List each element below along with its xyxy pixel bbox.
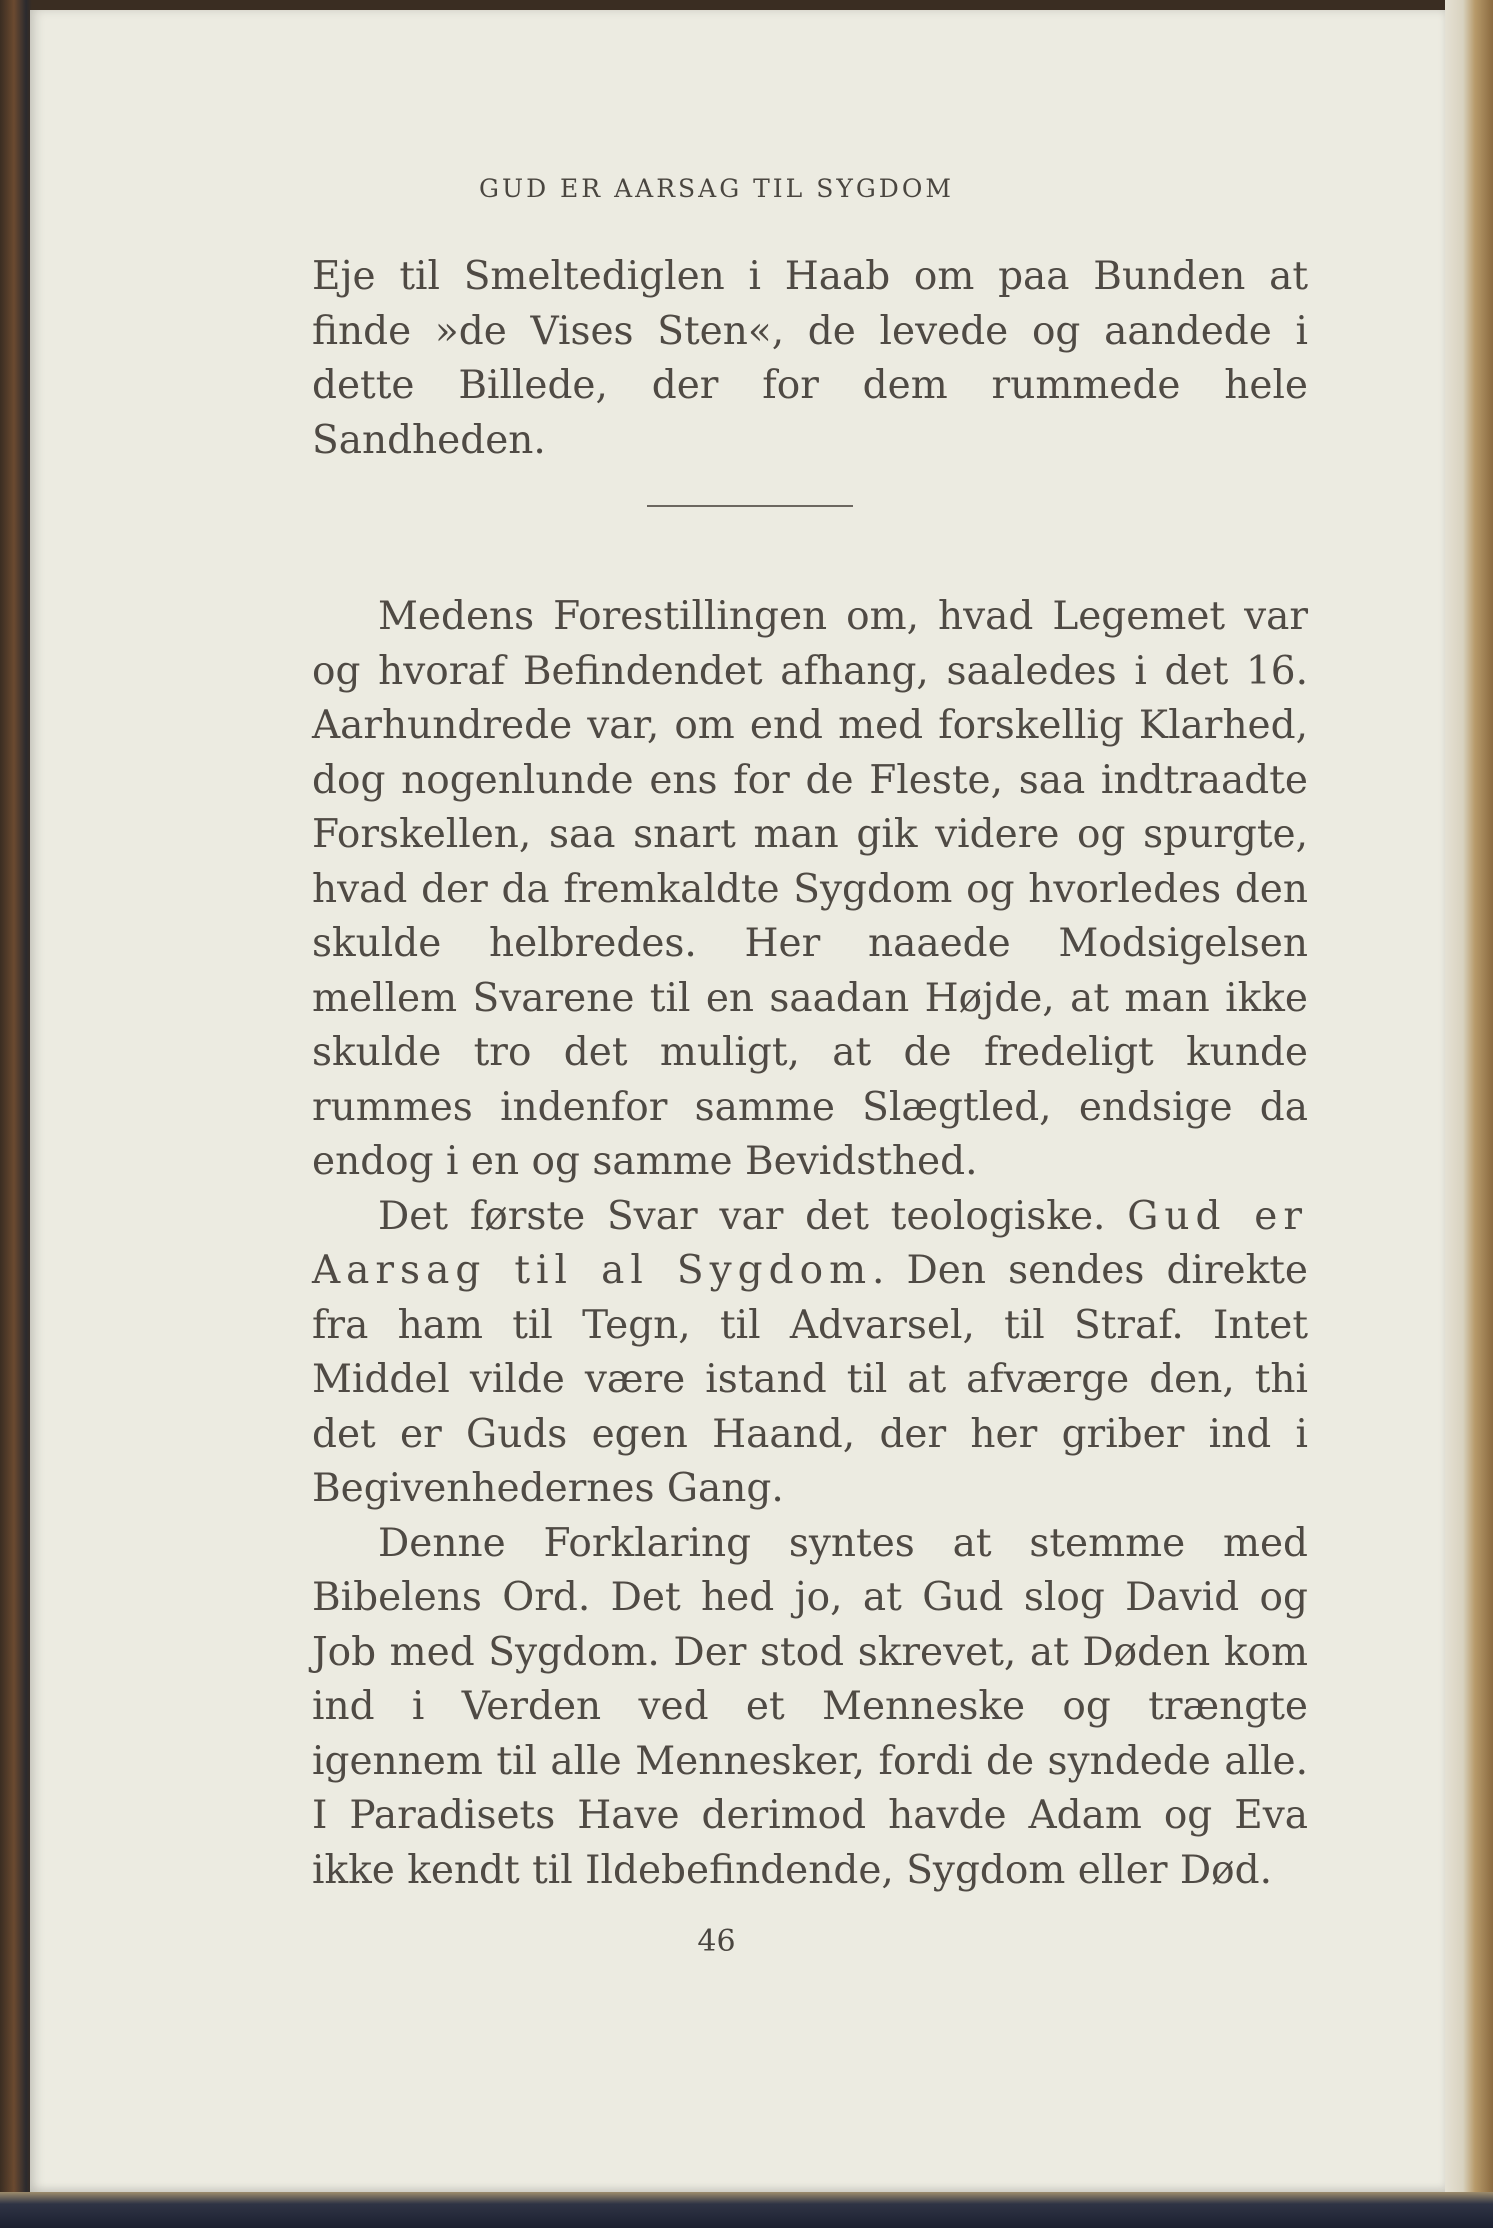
paragraph-4: Denne Forklaring syntes at stemme med Bibelens Ord. Det hed jo, at Gud slog David og Job med Sygdom. Der stod skrevet, at Døden kom ind i Verden ved et Menneske og trængte igennem til alle Mennesker, fordi de syndede alle. I Paradisets Have derimod havde Adam og Eva ikke kendt til Ildebefindende, Sygdom eller Død. [312, 1520, 1308, 1893]
page-edge-right [1445, 0, 1493, 2228]
body-text [312, 250, 1308, 1898]
page-edge-bottom [0, 2192, 1493, 2228]
running-head: GUD ER AARSAG TIL SYGDOM [479, 174, 954, 203]
section-divider [647, 505, 853, 507]
spaced-emphasis: Gud er Aarsag til al Sygdom [312, 1193, 1309, 1293]
paragraph-3 [312, 1190, 1308, 1517]
page-number: 46 [697, 1924, 736, 1959]
paragraph-2: Medens Forestillingen om, hvad Legemet var og hvoraf Befindendet afhang, saaledes i det 16. Aarhundrede var, om end med forskellig Klarhed, dog nogenlunde ens for de Fleste, saa indtraadte Forskellen, saa snart man gik videre og spurgte, hvad der da fremkaldte Sygdom og hvorledes den skulde helbredes. Her naaede Modsigelsen mellem Svarene til en saadan Højde, at man ikke skulde tro det muligt, at de fredeligt kunde rummes indenfor samme Slægtled, endsige da endog i en og samme Bevidsthed. [312, 594, 1308, 1184]
paragraph-1: Eje til Smeltediglen i Haab om paa Bunden at finde »de Vises Sten«, de levede og aandede i dette Billede, der for dem rummede hele Sandheden. [312, 254, 1308, 463]
paragraph-3-before: Det første Svar var det teologiske. [378, 1193, 1128, 1239]
paragraph-3-after: . Den sendes direkte fra ham til Tegn, til Advarsel, til Straf. Intet Middel vilde være istand til at afværge den, thi det er Guds egen Haand, der her griber ind i Begivenhedernes Gang. [312, 1248, 1308, 1511]
